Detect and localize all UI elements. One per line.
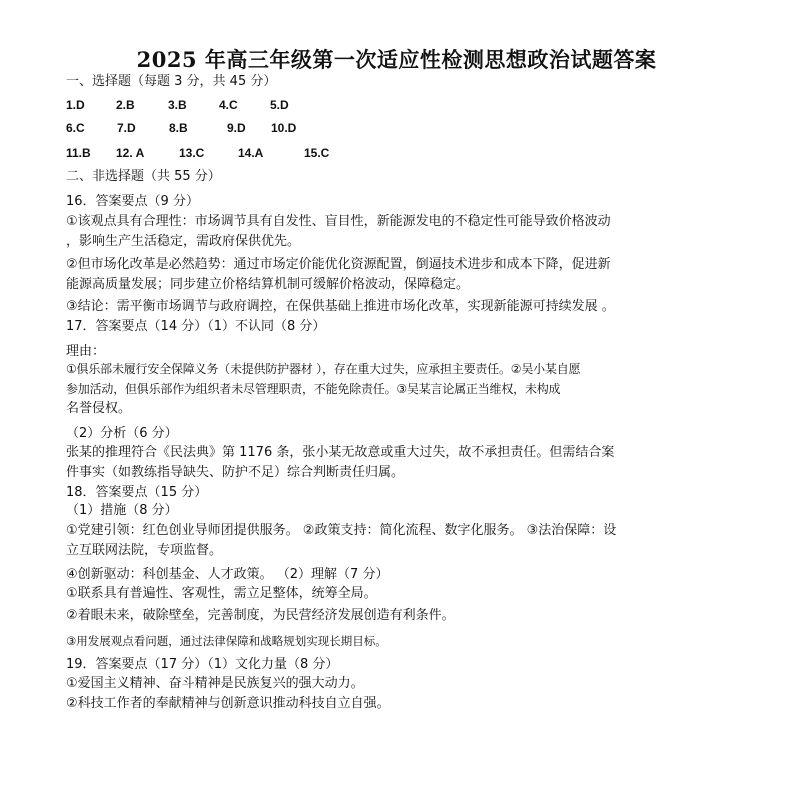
q18-point-4: ④创新驱动：科创基金、人才政策。 （2）理解（7 分） — [66, 567, 389, 582]
answer-item: 12. A — [116, 146, 145, 160]
answer-item: 10.D — [271, 121, 297, 135]
q16-point-2: ②但市场化改革是必然趋势：通过市场定价能优化资源配置，倒逼技术进步和成本下降，促进新 — [66, 257, 611, 272]
q17-point-1-end: 名誉侵权。 — [66, 401, 132, 416]
answer-item: 14.A — [238, 146, 264, 160]
answer-item: 7.D — [117, 121, 136, 135]
answer-item: 9.D — [227, 121, 246, 135]
q17-heading: 17．答案要点（14 分）（1）不认同（8 分） — [66, 319, 326, 334]
answer-item: 13.C — [179, 146, 205, 160]
q18-point-6: ②着眼未来，破除壁垒，完善制度，为民营经济发展创造有利条件。 — [66, 608, 455, 623]
q18-point-1-cont: 立互联网法院，专项监督。 — [66, 543, 223, 558]
answer-item: 8.B — [169, 121, 188, 135]
q17-point-1: ①俱乐部未履行安全保障义务（未提供防护器材 ），存在重大过失，应承担主要责任。②吴小某自愿 — [66, 362, 581, 376]
answer-item: 15.C — [304, 146, 330, 160]
q18-sub-1: （1）措施（8 分） — [66, 503, 178, 518]
q17-analysis: 张某的推理符合《民法典》第 1176 条，张小某无故意或重大过失，故不承担责任。但需结合案 — [66, 445, 615, 460]
q16-point-2-cont: 能源高质量发展；同步建立价格结算机制可缓解价格波动，保障稳定。 — [66, 277, 470, 292]
answer-item: 11.B — [66, 146, 91, 160]
q17-analysis-cont: 件事实（如教练指导缺失、防护不足）综合判断责任归属。 — [66, 465, 405, 480]
q19-point-2: ②科技工作者的奉献精神与创新意识推动科技自立自强。 — [66, 696, 390, 711]
answer-item: 2.B — [116, 98, 135, 112]
q18-point-1: ①党建引领：红色创业导师团提供服务。 ②政策支持：简化流程、数字化服务。 ③法治保障：设 — [66, 523, 617, 538]
q16-point-1-cont: ，影响生产生活稳定，需政府保供优先。 — [66, 234, 301, 249]
q19-heading: 19．答案要点（17 分）（1）文化力量（8 分） — [66, 657, 339, 672]
q18-heading: 18．答案要点（15 分） — [66, 485, 208, 500]
q18-point-7: ③用发展观点看问题，通过法律保障和战略规划实现长期目标。 — [66, 634, 387, 648]
q16-point-3: ③结论：需平衡市场调节与政府调控，在保供基础上推进市场化改革，实现新能源可持续发展 。 — [66, 299, 615, 314]
page-title: 2025 年高三年级第一次适应性检测思想政治试题答案 — [136, 47, 657, 72]
answer-item: 5.D — [270, 98, 289, 112]
q17-reason-label: 理由： — [66, 344, 106, 359]
q17-sub-2: （2）分析（6 分） — [66, 426, 178, 441]
answer-item: 6.C — [66, 121, 85, 135]
q16-point-1: ①该观点具有合理性：市场调节具有自发性、盲目性，新能源发电的不稳定性可能导致价格波动 — [66, 214, 611, 229]
section1-heading: 一、选择题（每题 3 分，共 45 分） — [66, 74, 277, 89]
answer-item: 4.C — [219, 98, 238, 112]
q18-point-5: ①联系具有普遍性、客观性，需立足整体，统筹全局。 — [66, 586, 377, 601]
q17-point-1-cont: 参加活动，但俱乐部作为组织者未尽管理职责，不能免除责任。③吴某言论属正当维权，未构成 — [66, 382, 561, 396]
q19-point-1: ①爱国主义精神、奋斗精神是民族复兴的强大动力。 — [66, 676, 364, 691]
answer-item: 3.B — [168, 98, 187, 112]
answer-item: 1.D — [66, 98, 85, 112]
q16-heading: 16．答案要点（9 分） — [66, 194, 199, 209]
section2-heading: 二、非选择题（共 55 分） — [66, 169, 221, 184]
